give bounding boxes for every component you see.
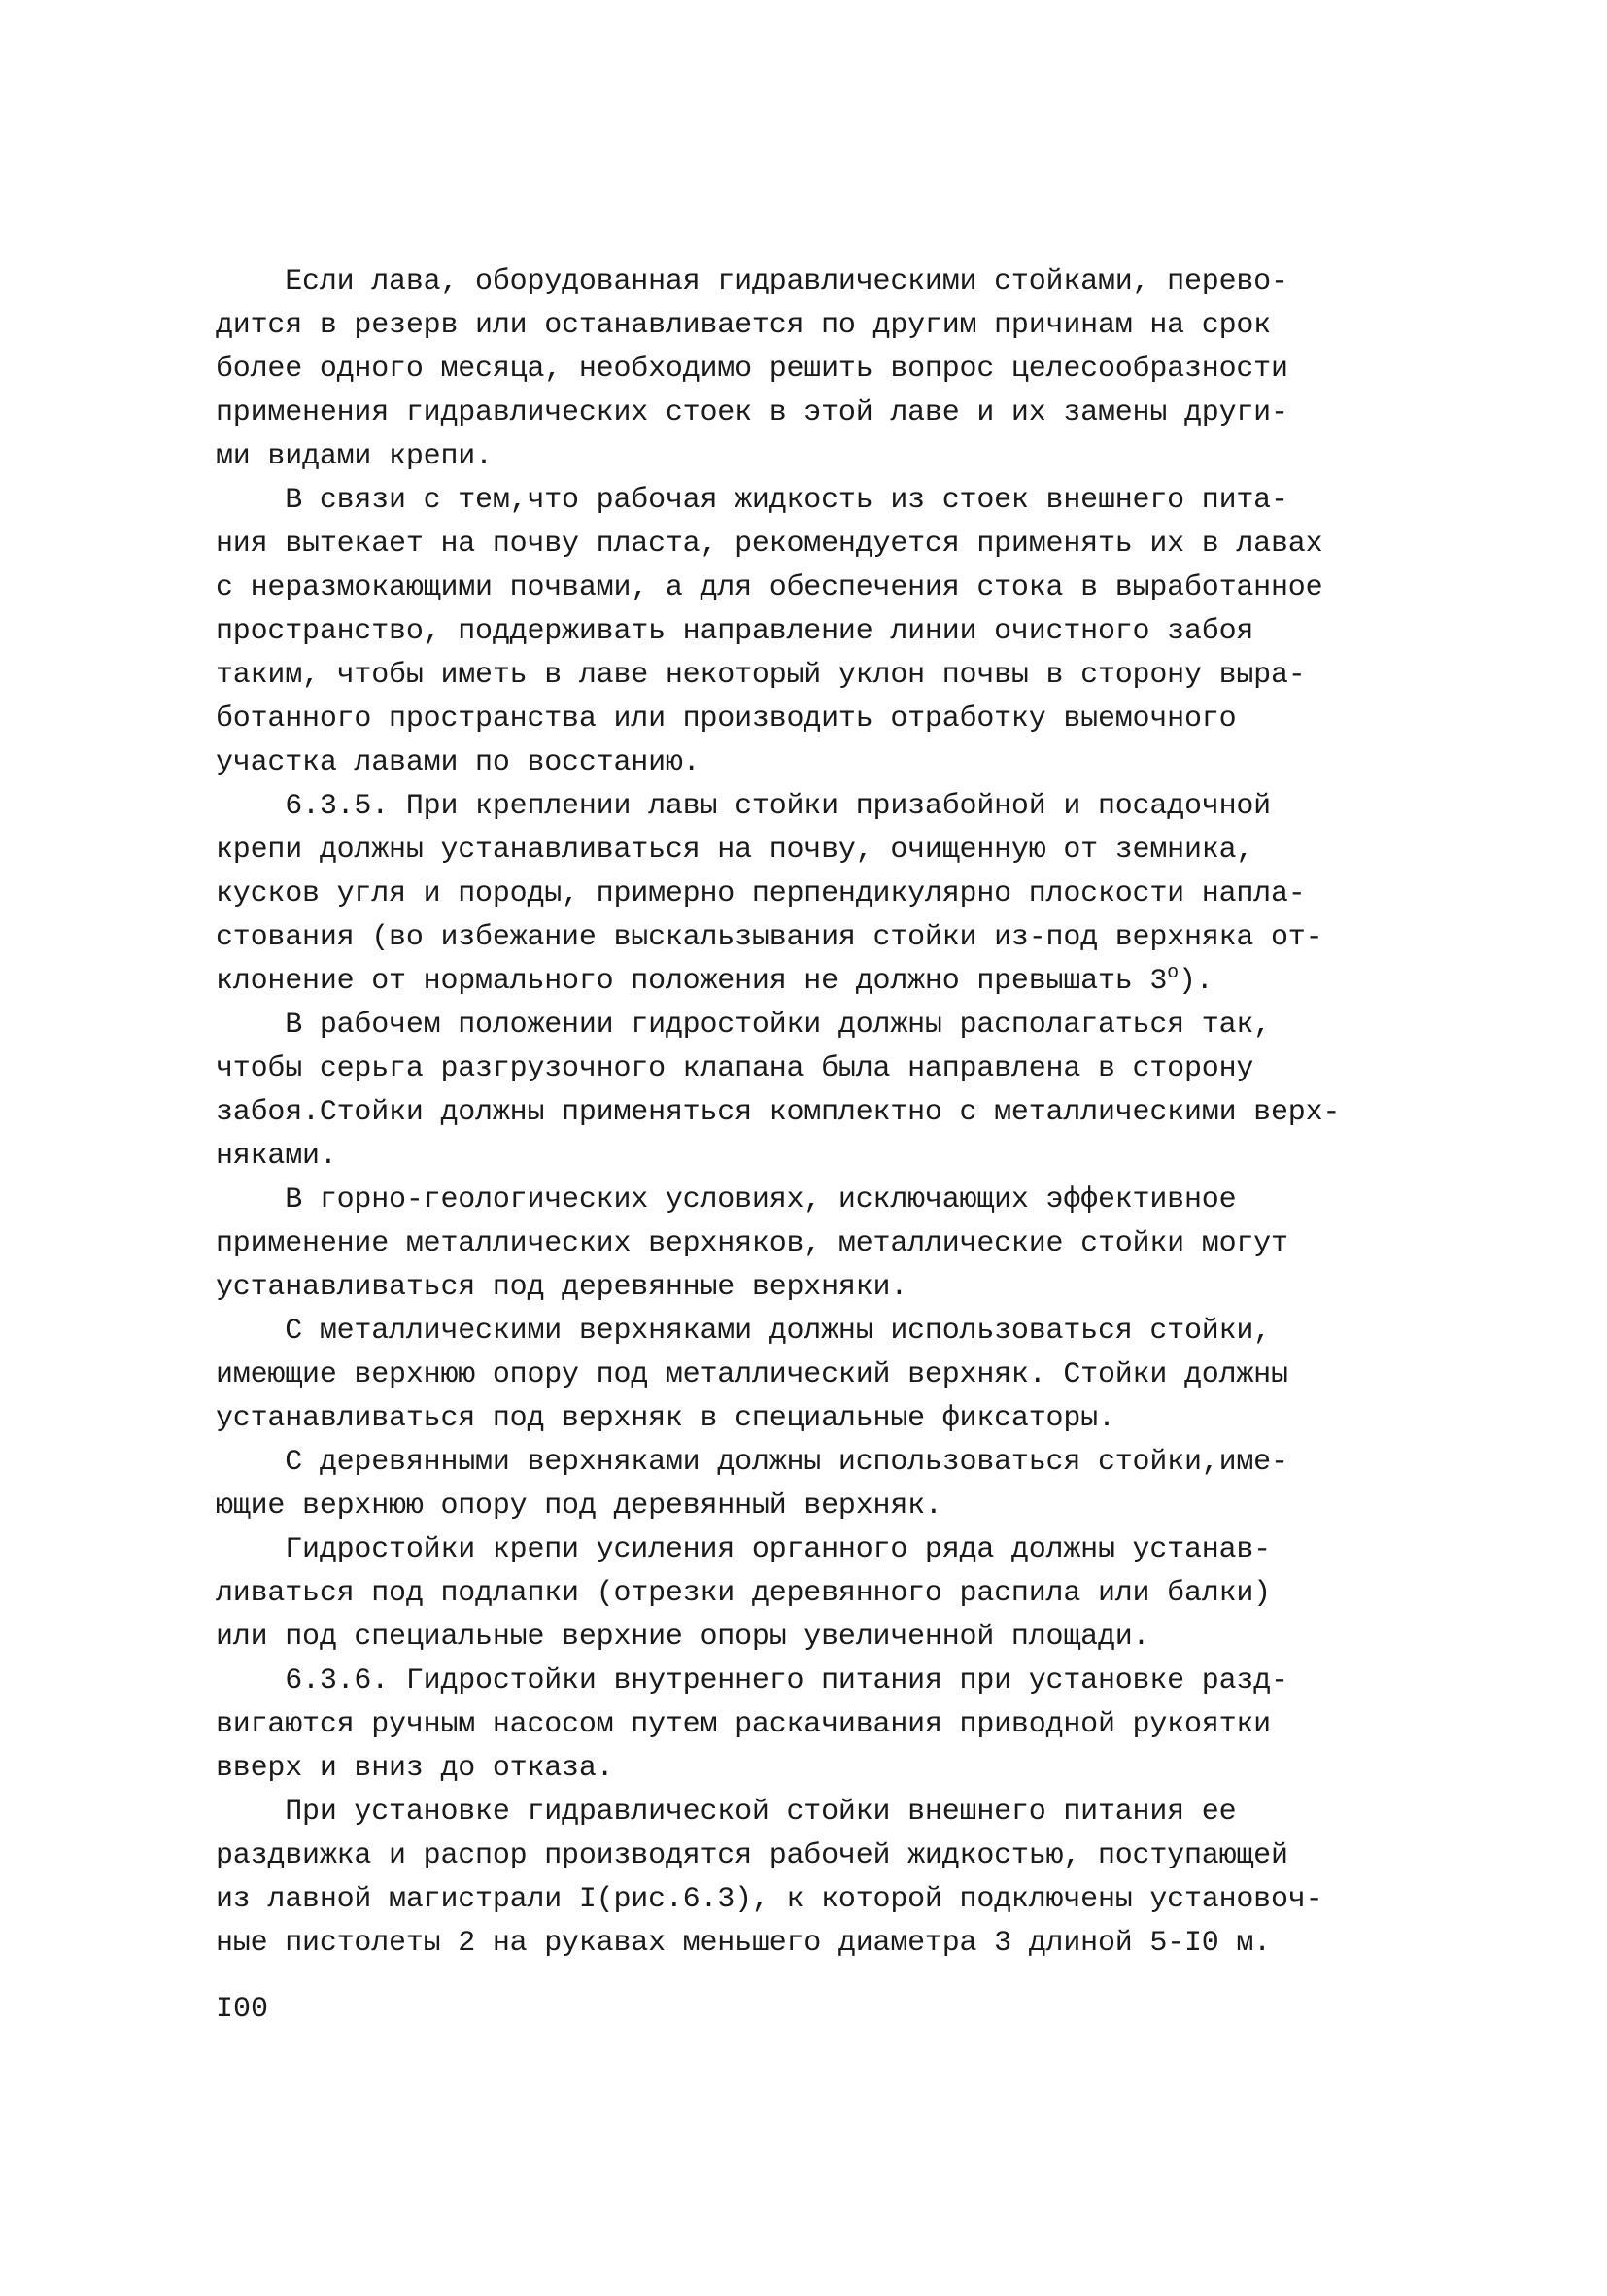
text-line: из лавной магистрали I(рис.6.3), к которой подключены установоч- bbox=[216, 1883, 1323, 1916]
text-line: чтобы серьга разгрузочного клапана была направлена в сторону bbox=[216, 1052, 1254, 1085]
text-line: забоя.Стойки должны применяться комплектно с металлическими верх- bbox=[216, 1096, 1341, 1129]
text-line: вверх и вниз до отказа. bbox=[216, 1752, 614, 1785]
text-line: ния вытекает на почву пласта, рекомендуется применять их в лавах bbox=[216, 528, 1323, 561]
text-line: В рабочем положении гидростойки должны располагаться так, bbox=[216, 1009, 1271, 1042]
text-line: ливаться под подлапки (отрезки деревянного распила или балки) bbox=[216, 1577, 1271, 1610]
text-line: При установке гидравлической стойки внешнего питания ее bbox=[216, 1796, 1237, 1829]
text-line: клонение от нормального положения не должно превышать 3 bbox=[216, 965, 1168, 998]
text-line: более одного месяца, необходимо решить вопрос целесообразности bbox=[216, 353, 1288, 386]
text-line: 6.3.5. При креплении лавы стойки призабойной и посадочной bbox=[216, 790, 1271, 823]
text-line: устанавливаться под деревянные верхняки. bbox=[216, 1271, 908, 1304]
text-line: ботанного пространства или производить отработку выемочного bbox=[216, 703, 1237, 736]
text-line: применения гидравлических стоек в этой лаве и их замены други- bbox=[216, 396, 1288, 429]
superscript-tail: ). bbox=[1178, 965, 1214, 998]
text-line: имеющие верхнюю опору под металлический верхняк. Стойки должны bbox=[216, 1358, 1288, 1391]
text-line: с неразмокающими почвами, а для обеспечения стока в выработанное bbox=[216, 571, 1323, 604]
text-line: вигаются ручным насосом путем раскачивания приводной рукоятки bbox=[216, 1708, 1271, 1741]
text-line: крепи должны устанавливаться на почву, очищенную от земника, bbox=[216, 834, 1254, 867]
text-line-with-superscript bbox=[216, 960, 1411, 1004]
text-line: Если лава, оборудованная гидравлическими стойками, перево- bbox=[216, 265, 1288, 298]
text-line: или под специальные верхние опоры увеличенной площади. bbox=[216, 1621, 1150, 1654]
text-line: ные пистолеты 2 на рукавах меньшего диаметра 3 длиной 5-I0 м. bbox=[216, 1927, 1271, 1960]
text-line: таким, чтобы иметь в лаве некоторый уклон почвы в сторону выра- bbox=[216, 659, 1306, 692]
body-text bbox=[216, 260, 1411, 1966]
text-line: В связи с тем,что рабочая жидкость из стоек внешнего пита- bbox=[216, 484, 1288, 517]
text-line: раздвижка и распор производятся рабочей жидкостью, поступающей bbox=[216, 1839, 1288, 1872]
text-line: С деревянными верхняками должны использоваться стойки,име- bbox=[216, 1446, 1288, 1479]
text-line: С металлическими верхняками должны использоваться стойки, bbox=[216, 1315, 1271, 1348]
text-line: пространство, поддерживать направление линии очистного забоя bbox=[216, 615, 1254, 648]
text-line: устанавливаться под верхняк в специальные фиксаторы. bbox=[216, 1402, 1115, 1435]
text-line: ми видами крепи. bbox=[216, 440, 493, 473]
degree-superscript: о bbox=[1167, 962, 1179, 984]
text-line: 6.3.6. Гидростойки внутреннего питания при установке разд- bbox=[216, 1664, 1288, 1697]
text-line: В горно-геологических условиях, исключающих эффективное bbox=[216, 1183, 1237, 1217]
text-line: кусков угля и породы, примерно перпендикулярно плоскости напла- bbox=[216, 877, 1306, 910]
page-number: I00 bbox=[216, 1993, 269, 2026]
text-line: применение металлических верхняков, металлические стойки могут bbox=[216, 1227, 1288, 1260]
text-line: няками. bbox=[216, 1140, 337, 1173]
text-line: стования (во избежание выскальзывания стойки из-под верхняка от- bbox=[216, 921, 1323, 954]
text-line: Гидростойки крепи усиления органного ряда должны устанав- bbox=[216, 1533, 1271, 1566]
text-line: дится в резерв или останавливается по другим причинам на срок bbox=[216, 309, 1271, 342]
text-line: ющие верхнюю опору под деревянный верхняк. bbox=[216, 1490, 942, 1523]
text-line: участка лавами по восстанию. bbox=[216, 746, 701, 779]
